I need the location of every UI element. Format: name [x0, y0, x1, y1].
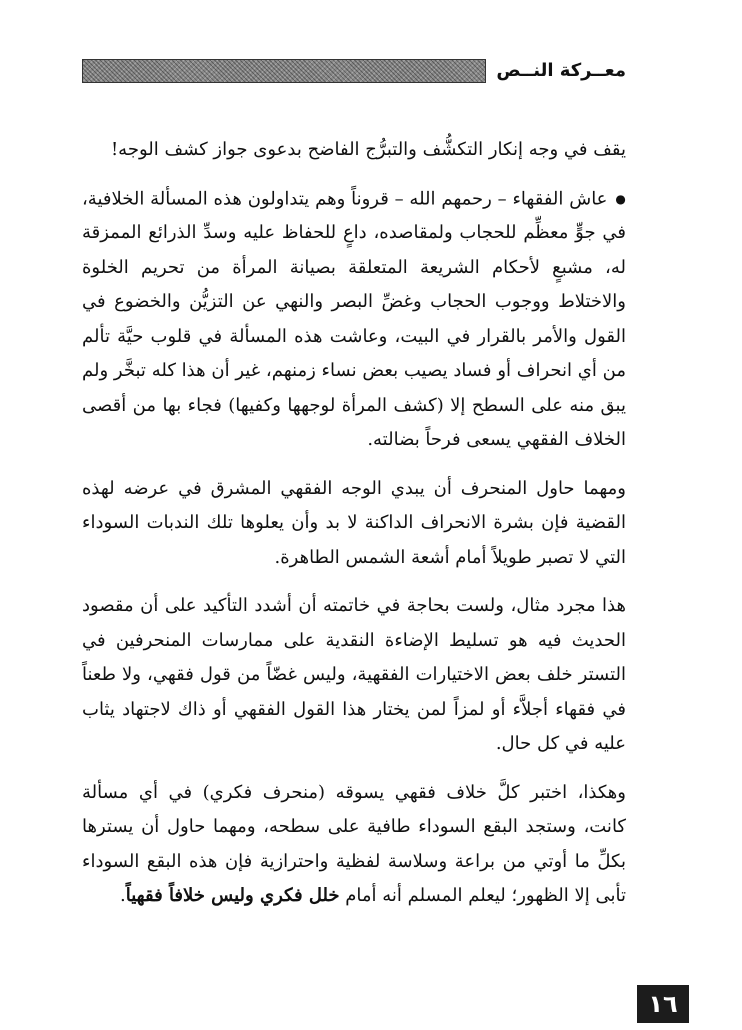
paragraph-2-text: عاش الفقهاء – رحمهم الله – قروناً وهم يتداولون هذه المسألة الخلافية، في جوٍّ معظِّم للحجاب ولمقاصده، داعٍ للحفاظ عليه وسدِّ الذرائع الممزقة له، مشبعٍ لأحكام الشريعة المتعلقة بصيانة المرأة من تحريم الخلوة والاختلاط ووجوب الحجاب وغضِّ البصر والنهي عن التزيُّن والخضوع في القول والأمر بالقرار في البيت، وعاشت هذه المسألة في قلوب حيَّة تألم من أي انحراف أو فساد يصيب بعض نساء زمنهم، غير أن هذا كله تبخَّر ولم يبق منه على السطح إلا (كشف المرأة لوجهها وكفيها) فجاء بها من أقصى الخلاف الفقهي يسعى فرحاً بضالته.: [82, 187, 626, 451]
bullet-icon: ●: [615, 191, 626, 206]
page-number: ١٦: [637, 985, 689, 1023]
paragraph-3: ومهما حاول المنحرف أن يبدي الوجه الفقهي المشرق في عرضه لهذه القضية فإن بشرة الانحراف الداكنة لا بد وأن يعلوها تلك الندبات السوداء التي لا تصبر طويلاً أمام أشعة الشمس الطاهرة.: [82, 477, 626, 568]
paragraph-4: هذا مجرد مثال، ولست بحاجة في خاتمته أن أشدد التأكيد على أن مقصود الحديث فيه هو تسليط الإضاءة النقدية على ممارسات المنحرفين في التستر خلف بعض الاختيارات الفقهية، وليس غضّاً من قول فقهي، ولا طعناً في فقهاء أجلاَّء أو لمزاً لمن يختار هذا القول الفقهي أو ذاك لاجتهاد يثاب عليه في كل حال.: [82, 595, 626, 755]
paragraph-2: [82, 182, 626, 458]
paragraph-5-emphasis: خلل فكري وليس خلافاً فقهياً: [125, 885, 340, 907]
paragraph-5: [82, 776, 626, 914]
header-decorative-band: [82, 59, 486, 83]
paragraph-5-end: .: [120, 885, 126, 907]
paragraph-5-text: وهكذا، اختبر كلَّ خلاف فقهي يسوقه (منحرف فكري) في أي مسألة كانت، وستجد البقع السوداء طافية على سطحه، ومهما حاول أن يسترها بكلِّ ما أوتي من براعة وسلاسة لفظية واحترازية فإن هذه البقع السوداء تأبى إلا الظهور؛ ليعلم المسلم أنه أمام: [82, 781, 626, 907]
page-header: [82, 58, 626, 84]
body-text: [82, 133, 626, 928]
paragraph-1: يقف في وجه إنكار التكشُّف والتبرُّج الفاضح بدعوى جواز كشف الوجه!: [110, 139, 626, 160]
running-title: معــركة النــص: [496, 60, 626, 81]
